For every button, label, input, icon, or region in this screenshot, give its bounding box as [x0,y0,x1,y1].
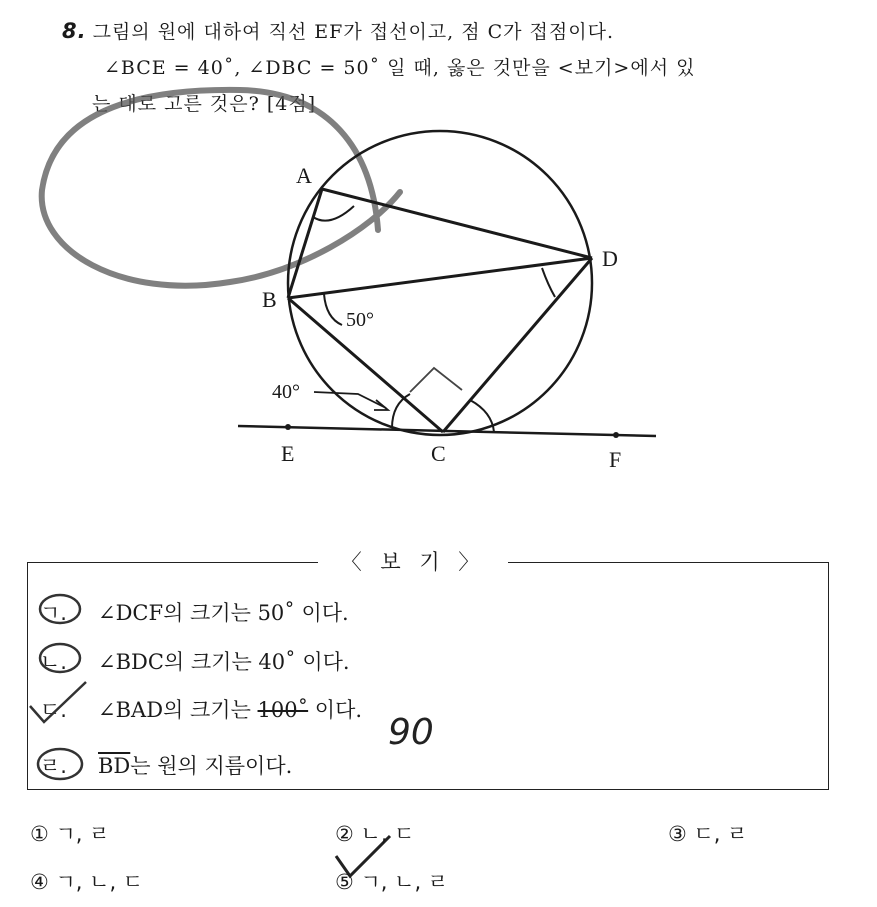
choice-2-number: ② [335,822,354,846]
label-angle-50: 50° [346,309,374,331]
bogi-item-3-mark: ㄷ. [40,698,67,722]
label-point-b: B [262,287,277,312]
label-point-d: D [602,246,618,271]
question-text-1: 그림의 원에 대하여 직선 EF가 접선이고, 점 C가 접점이다. [92,21,615,43]
label-point-e: E [281,441,295,466]
circle-mark-item-4 [38,749,82,779]
question-line-3: 는 대로 고른 것은? [4점] [92,93,317,115]
choice-2[interactable] [335,818,414,848]
choice-1[interactable] [30,818,109,848]
bogi-item-4-text-after: 는 원의 지름이다. [130,754,293,778]
choice-3-text: ㄷ, ㄹ [693,822,748,846]
bogi-item-1-text: ∠DCF의 크기는 50˚ 이다. [98,601,349,625]
handwritten-note-90: 90 [388,712,434,753]
choice-5[interactable] [335,866,448,896]
choice-2-text: ㄴ, ㄷ [360,822,415,846]
check-mark-item-3 [30,682,86,722]
bogi-item-3-struck-value: 100˚ [257,698,309,722]
bogi-item-2-mark: ㄴ. [40,650,67,674]
question-number: 8. [62,19,87,43]
choice-1-text: ㄱ, ㄹ [55,822,110,846]
choice-5-number: ⑤ [335,870,354,894]
label-point-c: C [431,441,446,466]
choice-4-number: ④ [30,870,49,894]
circle-mark-item-1 [40,595,80,623]
bogi-title: 〈 보 기 〉 [318,546,508,576]
circle-mark-item-2 [40,644,80,672]
label-angle-40: 40° [272,381,300,403]
bogi-item-3-text-after: 이다. [308,698,363,722]
bogi-item-4-segment: $\overline{BD}$ [98,754,131,778]
label-point-a: A [296,163,312,188]
bogi-item-4-mark: ㄹ. [40,754,67,778]
bogi-item-1-mark: ㄱ. [40,601,67,625]
choice-1-number: ① [30,822,49,846]
choice-3-number: ③ [668,822,687,846]
choice-5-text: ㄱ, ㄴ, ㄹ [360,870,449,894]
question-line-2: ∠BCE = 40˚, ∠DBC = 50˚ 일 때, 옳은 것만을 <보기>에서 있 [104,57,696,79]
bogi-item-3-text-before: ∠BAD의 크기는 [98,698,258,722]
choice-3[interactable] [668,818,747,848]
choice-4[interactable] [30,866,143,896]
choice-4-text: ㄱ, ㄴ, ㄷ [55,870,144,894]
label-point-f: F [609,447,622,472]
bogi-item-2-text: ∠BDC의 크기는 40˚ 이다. [98,650,350,674]
